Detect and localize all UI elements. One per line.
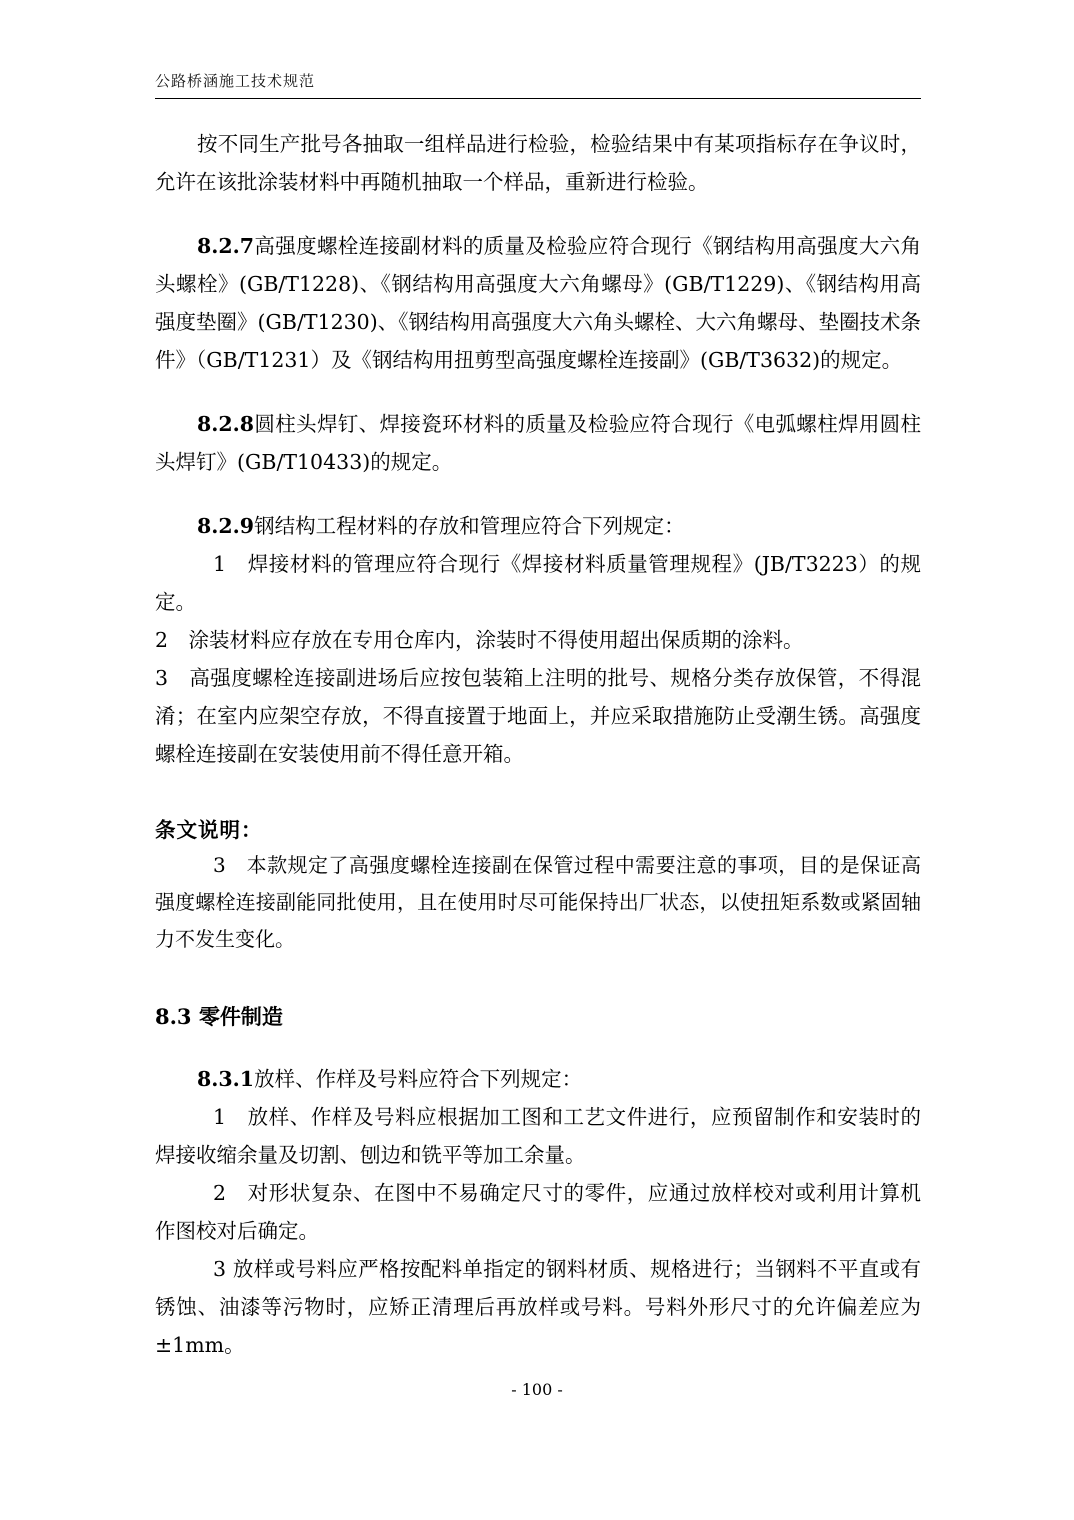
clause-number-8-2-9: 8.2.9: [197, 514, 255, 538]
clause-text-8-3-1: 放样、作样及号料应符合下列规定：: [254, 1067, 583, 1091]
list-item: 1 焊接材料的管理应符合现行《焊接材料质量管理规程》(JB/T3223）的规定。: [155, 552, 921, 614]
note-text: 3 本款规定了高强度螺栓连接副在保管过程中需要注意的事项，目的是保证高强度螺栓连接副能同批使用，且在使用时尽可能保持出厂状态，以使扭矩系数或紧固轴力不发生变化。: [155, 853, 921, 951]
note-title: 条文说明：: [155, 818, 263, 842]
list-item: 2 涂装材料应存放在专用仓库内，涂装时不得使用超出保质期的涂料。: [155, 628, 804, 652]
note-body: [155, 847, 921, 958]
list-item: 3 放样或号料应严格按配料单指定的钢料材质、规格进行；当钢料不平直或有锈蚀、油漆等污物时，应矫正清理后再放样或号料。号料外形尺寸的允许偏差应为±1mm。: [155, 1257, 921, 1357]
page-number: - 100 -: [511, 1380, 563, 1399]
list-item: 3 高强度螺栓连接副进场后应按包装箱上注明的批号、规格分类存放保管，不得混淆；在室内应架空存放，不得直接置于地面上，并应采取措施防止受潮生锈。高强度螺栓连接副在安装使用前不得任意开箱。: [155, 666, 921, 766]
running-header: 公路桥涵施工技术规范: [155, 70, 921, 99]
clause-number-8-3-1: 8.3.1: [197, 1067, 255, 1091]
clause-text-8-2-9: 钢结构工程材料的存放和管理应符合下列规定：: [254, 514, 685, 538]
clause-8-2-9: [155, 507, 921, 545]
clause-8-2-7: [155, 227, 921, 379]
clause-number-8-2-7: 8.2.7: [197, 234, 255, 258]
document-body: [155, 125, 921, 1364]
list-item: 1 放样、作样及号料应根据加工图和工艺文件进行，应预留制作和安装时的焊接收缩余量及切割、刨边和铣平等加工余量。: [155, 1105, 921, 1167]
list-item: 2 对形状复杂、在图中不易确定尺寸的零件，应通过放样校对或利用计算机作图校对后确定。: [155, 1181, 921, 1243]
clause-number-8-2-8: 8.2.8: [197, 412, 255, 436]
intro-paragraph: 按不同生产批号各抽取一组样品进行检验，检验结果中有某项指标存在争议时，允许在该批涂装材料中再随机抽取一个样品，重新进行检验。: [155, 132, 921, 194]
clause-text-8-2-8: 圆柱头焊钉、焊接瓷环材料的质量及检验应符合现行《电弧螺柱焊用圆柱头焊钉》(GB/T10433)的规定。: [155, 412, 921, 474]
clause-8-2-8: [155, 405, 921, 481]
section-title-8-3: 8.3 零件制造: [155, 1004, 283, 1029]
page-content: [155, 70, 921, 1364]
clause-8-3-1: [155, 1060, 921, 1098]
clause-text-8-2-7: 高强度螺栓连接副材料的质量及检验应符合现行《钢结构用高强度大六角头螺栓》(GB/T1228)、《钢结构用高强度大六角螺母》(GB/T1229)、《钢结构用高强度垫圈》(GB/T1230)、《钢结构用高强度大六角头螺栓、大六角螺母、垫圈技术条件》（GB/T1231）及《钢结构用扭剪型高强度螺栓连接副》(GB/T3632)的规定。: [155, 234, 921, 372]
